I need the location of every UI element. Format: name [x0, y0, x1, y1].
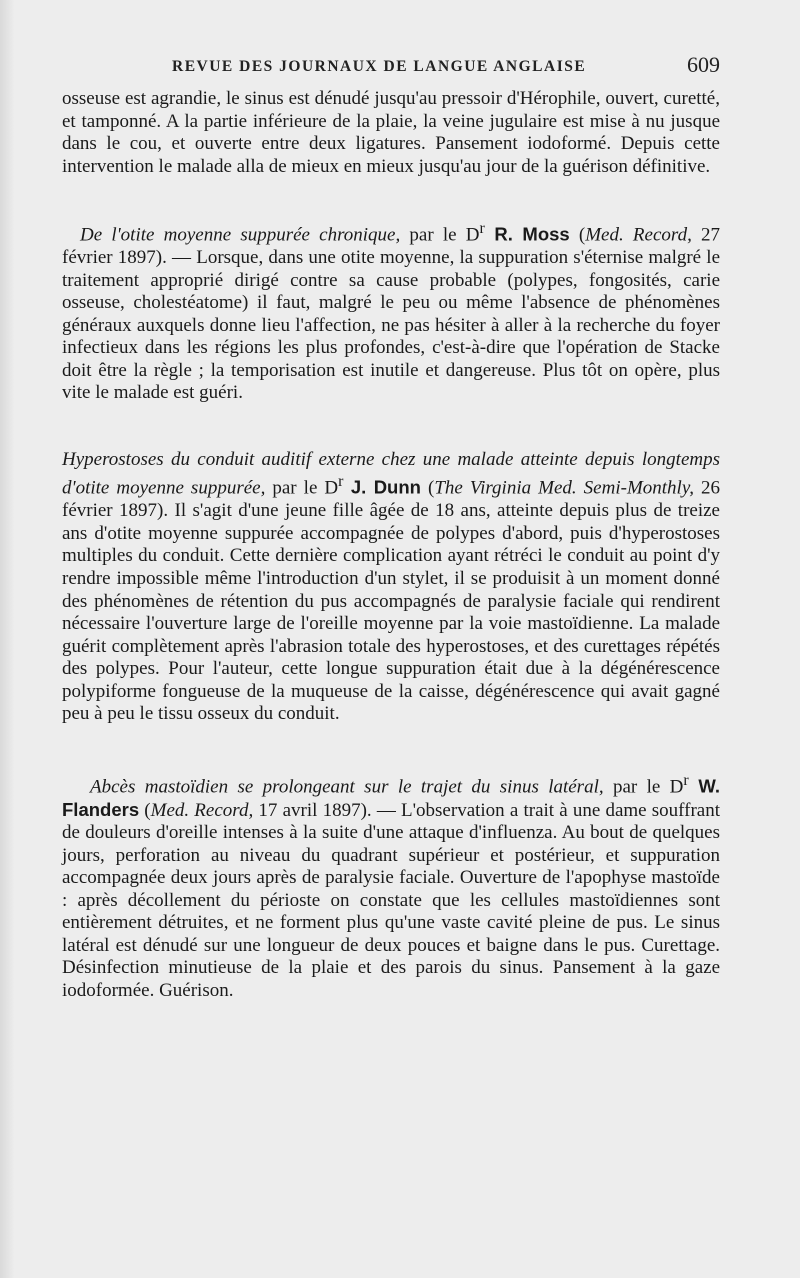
running-head: REVUE DES JOURNAUX DE LANGUE ANGLAISE	[172, 58, 587, 75]
title-superscript: r	[338, 473, 344, 491]
paragraph-flanders	[62, 770, 720, 1003]
title-superscript: r	[683, 771, 689, 789]
paragraph-text: 27 février 1897). — Lorsque, dans une otite moyenne, la suppuration s'éternise malgré le traitement approprié dirigé contre sa cause probable (polypes, fongosités, carie osseuse, cholestéatome) il faut, malgré le peu ou même l'absence de phénomènes généraux auxquels donne lieu l'affection, ne pas hésiter à aller à la recherche du foyer infectieux dans les régions les plus profondes, c'est-à-dire que l'opération de Stacke doit être la règle ; la temporisation est inutile et dangereuse. Plus tôt on opère, plus vite le malade est guéri.	[62, 224, 721, 404]
byline: par le D	[265, 477, 339, 499]
paragraph-moss	[62, 218, 720, 405]
paragraph-text: 17 avril 1897). — L'observation a trait à une dame souffrant de douleurs d'oreille intenses à la suite d'une attaque d'influenza. Au bout de quelques jours, perforation au niveau du quadrant supérieur et postérieur, et suppuration accompagnée deux jours après de paralysie faciale. Ouverture de l'apophyse mastoïde : après décollement du périoste on constate que les cellules mastoïdiennes sont entièrement détruites, et ne forment plus qu'une vaste cavité pleine de pus. Le sinus latéral est dénudé sur une longueur de deux pouces et baigne dans le pus. Curettage. Désinfection minutieuse de la plaie et des parois du sinus. Pansement à la gaze iodoformée. Guérison.	[62, 799, 721, 1002]
article-title: Hyperostoses du conduit auditif externe chez une malade atteinte depuis longtemps d'otite moyenne suppurée,	[62, 448, 720, 499]
article-title: Abcès mastoïdien se prolongeant sur le trajet du sinus latéral,	[90, 776, 604, 798]
author-name: W. Flanders	[62, 775, 720, 820]
journal-citation: Med. Record,	[585, 224, 692, 246]
journal-citation: The Virginia Med. Semi-Monthly,	[434, 477, 694, 499]
author-name: R. Moss	[484, 223, 570, 245]
journal-citation: Med. Record,	[150, 799, 254, 821]
citation-open: (	[139, 799, 151, 821]
byline: par le D	[603, 776, 684, 798]
page-number: 609	[687, 52, 720, 77]
citation-open: (	[420, 477, 435, 499]
page-header	[0, 52, 800, 86]
author-name: J. Dunn	[343, 476, 421, 498]
byline: par le D	[400, 224, 480, 246]
paragraph-text: 26 février 1897). Il s'agit d'une jeune fille âgée de 18 ans, atteinte depuis plus de treize ans d'otite moyenne suppurée accompagnée de polypes d'abord, puis d'hyperostoses multiples du conduit. Cette dernière complication ayant rétréci le conduit au point d'y rendre impossible même l'introduction d'un stylet, il se produisit à un moment donné des phénomènes de rétention du pus accompagnés de paralysie faciale qui rendirent nécessaire l'ouverture large de l'oreille moyenne par la voie mastoïdienne. La malade guérit complètement après l'abrasion totale des hyperostoses, et des curettages répétés des polypes. Pour l'auteur, cette longue suppuration était due à la dégénérescence polypiforme fongueuse de la muqueuse de la caisse, dégénérescence qui avait gagné peu à peu le tissu osseux du conduit.	[62, 477, 721, 725]
title-superscript: r	[479, 220, 485, 238]
article-title: De l'otite moyenne suppurée chronique,	[80, 224, 401, 246]
paragraph-text: osseuse est agrandie, le sinus est dénudé jusqu'au pressoir d'Hérophile, ouvert, curetté, et tamponné. A la partie inférieure de la plaie, la veine jugulaire est mise à nu jusque dans le cou, et ouverte entre deux ligatures. Pansement iodoformé. Depuis cette intervention le malade alla de mieux en mieux jusqu'au jour de la guérison définitive.	[62, 88, 720, 177]
paragraph-dunn	[62, 449, 720, 726]
paragraph-continuation	[62, 88, 720, 178]
article-body	[62, 88, 720, 1003]
citation-open: (	[569, 224, 586, 246]
